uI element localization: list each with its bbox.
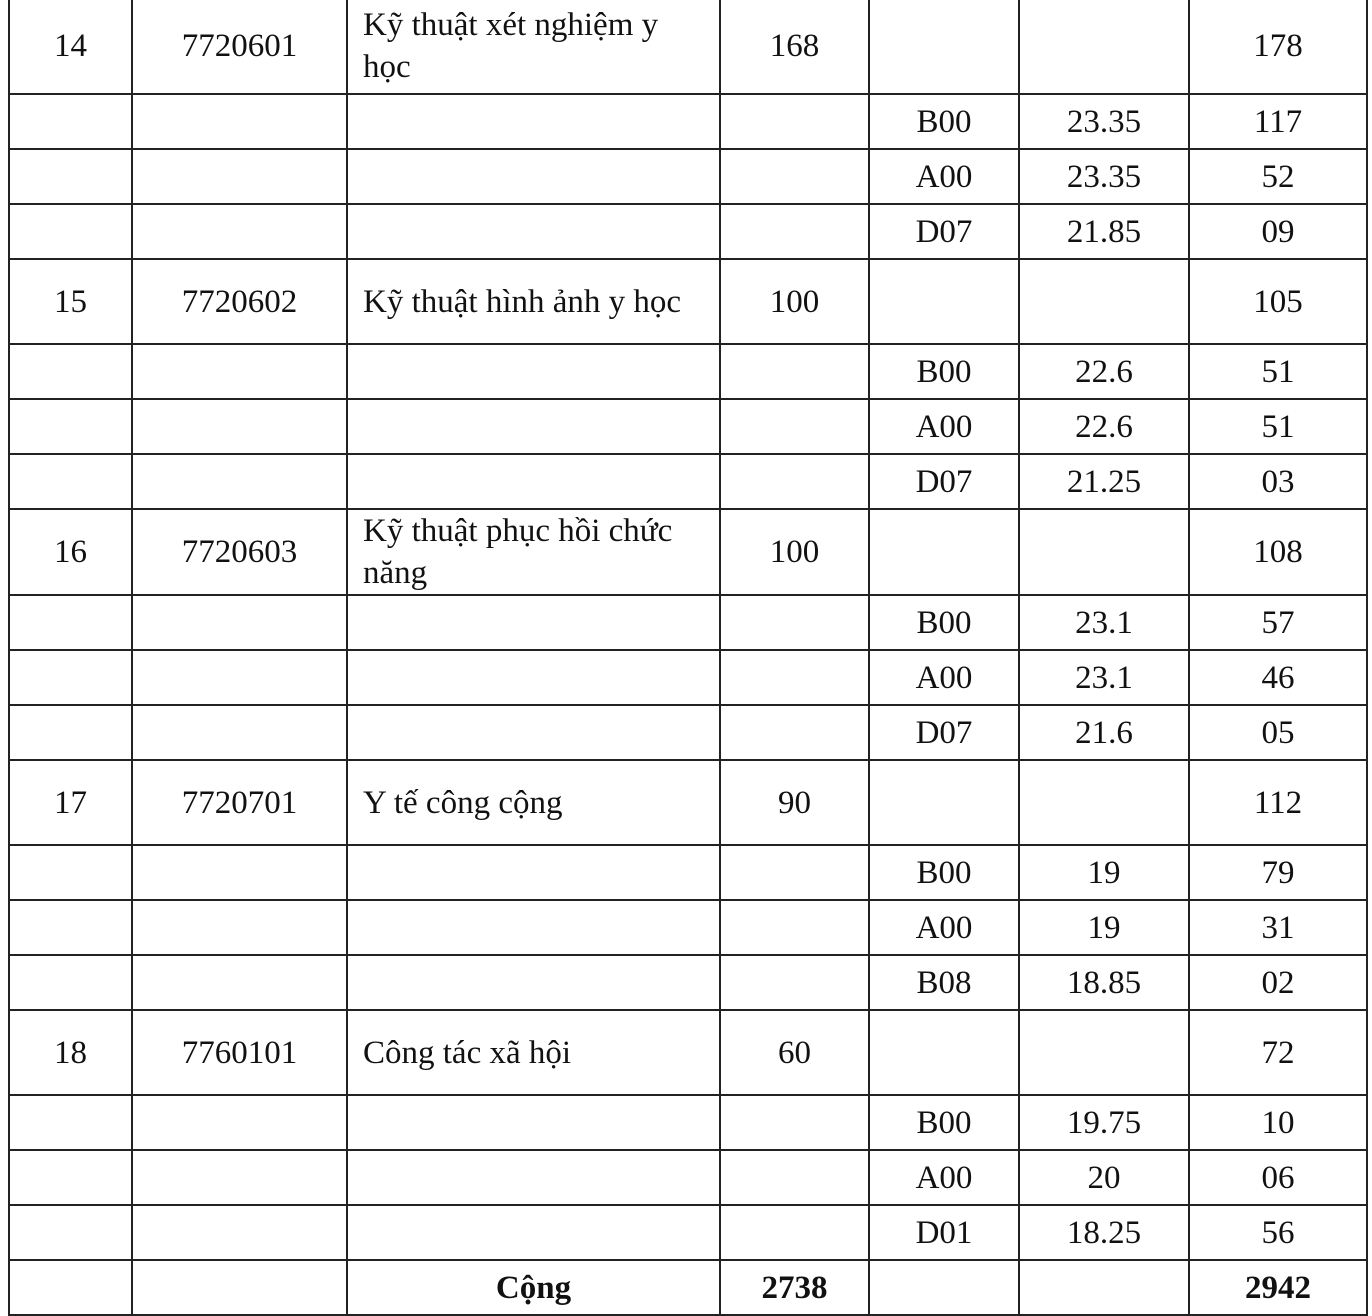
score-cell: 21.25	[1019, 454, 1189, 509]
count-cell: 112	[1189, 760, 1367, 845]
major-name-cell	[347, 1095, 720, 1150]
quota-cell	[720, 595, 869, 650]
count-cell: 117	[1189, 94, 1367, 149]
quota-cell	[720, 650, 869, 705]
stt-cell	[9, 900, 132, 955]
score-cell: 21.6	[1019, 705, 1189, 760]
subject-group-cell: D07	[869, 204, 1019, 259]
code-cell	[132, 399, 347, 454]
subject-group-cell: A00	[869, 149, 1019, 204]
code-cell	[132, 1205, 347, 1260]
stt-cell: 17	[9, 760, 132, 845]
score-cell	[1019, 509, 1189, 595]
score-cell: 22.6	[1019, 344, 1189, 399]
score-cell	[1019, 0, 1189, 94]
total-count: 2942	[1189, 1260, 1367, 1315]
count-cell: 31	[1189, 900, 1367, 955]
major-name-cell	[347, 399, 720, 454]
code-cell: 7720601	[132, 0, 347, 94]
subject-group-cell: D01	[869, 1205, 1019, 1260]
subject-group-cell: B00	[869, 595, 1019, 650]
table-row	[9, 1095, 1367, 1150]
subject-group-cell: B00	[869, 94, 1019, 149]
major-name-cell	[347, 344, 720, 399]
total-label: Cộng	[347, 1260, 720, 1315]
stt-cell	[9, 1095, 132, 1150]
subject-group-cell	[869, 760, 1019, 845]
quota-cell	[720, 1095, 869, 1150]
quota-cell	[720, 900, 869, 955]
code-cell	[132, 845, 347, 900]
stt-cell	[9, 650, 132, 705]
score-cell	[1019, 259, 1189, 344]
subject-group-cell: A00	[869, 1150, 1019, 1205]
quota-cell: 100	[720, 259, 869, 344]
total-code-cell	[132, 1260, 347, 1315]
code-cell: 7720602	[132, 259, 347, 344]
table-row	[9, 955, 1367, 1010]
score-cell: 21.85	[1019, 204, 1189, 259]
subject-group-cell: A00	[869, 900, 1019, 955]
stt-cell	[9, 399, 132, 454]
table-row	[9, 1205, 1367, 1260]
subject-group-cell	[869, 259, 1019, 344]
quota-cell	[720, 454, 869, 509]
score-cell: 22.6	[1019, 399, 1189, 454]
table-row	[9, 0, 1367, 94]
subject-group-cell	[869, 509, 1019, 595]
stt-cell: 15	[9, 259, 132, 344]
quota-cell: 60	[720, 1010, 869, 1095]
major-name-cell	[347, 454, 720, 509]
stt-cell	[9, 94, 132, 149]
code-cell	[132, 1095, 347, 1150]
stt-cell	[9, 1205, 132, 1260]
major-name-cell	[347, 845, 720, 900]
subject-group-cell	[869, 0, 1019, 94]
major-name-cell: Công tác xã hội	[347, 1010, 720, 1095]
quota-cell	[720, 1205, 869, 1260]
table-row	[9, 650, 1367, 705]
table-row	[9, 399, 1367, 454]
table-row	[9, 760, 1367, 845]
code-cell: 7720603	[132, 509, 347, 595]
stt-cell	[9, 1150, 132, 1205]
stt-cell	[9, 595, 132, 650]
code-cell	[132, 900, 347, 955]
code-cell	[132, 344, 347, 399]
stt-cell	[9, 149, 132, 204]
table-row	[9, 149, 1367, 204]
count-cell: 05	[1189, 705, 1367, 760]
table-row	[9, 1010, 1367, 1095]
total-stt-cell	[9, 1260, 132, 1315]
quota-cell	[720, 399, 869, 454]
major-name-cell	[347, 1150, 720, 1205]
score-cell	[1019, 760, 1189, 845]
count-cell: 09	[1189, 204, 1367, 259]
subject-group-cell: D07	[869, 454, 1019, 509]
code-cell: 7720701	[132, 760, 347, 845]
subject-group-cell: B00	[869, 845, 1019, 900]
code-cell: 7760101	[132, 1010, 347, 1095]
major-name-cell	[347, 595, 720, 650]
major-name-cell	[347, 94, 720, 149]
score-cell: 18.85	[1019, 955, 1189, 1010]
code-cell	[132, 595, 347, 650]
stt-cell	[9, 845, 132, 900]
count-cell: 72	[1189, 1010, 1367, 1095]
total-row	[9, 1260, 1367, 1315]
quota-cell	[720, 705, 869, 760]
count-cell: 02	[1189, 955, 1367, 1010]
code-cell	[132, 1150, 347, 1205]
major-name-cell	[347, 149, 720, 204]
major-name-cell	[347, 650, 720, 705]
major-name-cell: Kỹ thuật hình ảnh y học	[347, 259, 720, 344]
table-row	[9, 259, 1367, 344]
admission-table	[8, 0, 1368, 1316]
quota-cell	[720, 1150, 869, 1205]
count-cell: 46	[1189, 650, 1367, 705]
table-row	[9, 94, 1367, 149]
subject-group-cell: A00	[869, 650, 1019, 705]
count-cell: 52	[1189, 149, 1367, 204]
table-body	[9, 0, 1367, 1315]
code-cell	[132, 955, 347, 1010]
major-name-cell	[347, 1205, 720, 1260]
stt-cell: 18	[9, 1010, 132, 1095]
total-score-cell	[1019, 1260, 1189, 1315]
code-cell	[132, 204, 347, 259]
total-group-cell	[869, 1260, 1019, 1315]
table-row	[9, 595, 1367, 650]
table-row	[9, 454, 1367, 509]
subject-group-cell: D07	[869, 705, 1019, 760]
total-quota: 2738	[720, 1260, 869, 1315]
quota-cell: 100	[720, 509, 869, 595]
table-row	[9, 705, 1367, 760]
count-cell: 51	[1189, 344, 1367, 399]
code-cell	[132, 454, 347, 509]
major-name-cell	[347, 955, 720, 1010]
quota-cell	[720, 845, 869, 900]
quota-cell	[720, 344, 869, 399]
quota-cell: 90	[720, 760, 869, 845]
major-name-cell: Kỹ thuật xét nghiệm y học	[347, 0, 720, 94]
score-cell: 23.35	[1019, 149, 1189, 204]
score-cell: 23.1	[1019, 595, 1189, 650]
major-name-cell: Y tế công cộng	[347, 760, 720, 845]
table-row	[9, 900, 1367, 955]
score-cell: 23.1	[1019, 650, 1189, 705]
score-cell: 20	[1019, 1150, 1189, 1205]
quota-cell	[720, 204, 869, 259]
stt-cell	[9, 454, 132, 509]
score-cell: 18.25	[1019, 1205, 1189, 1260]
quota-cell	[720, 149, 869, 204]
count-cell: 108	[1189, 509, 1367, 595]
quota-cell: 168	[720, 0, 869, 94]
score-cell: 19.75	[1019, 1095, 1189, 1150]
count-cell: 105	[1189, 259, 1367, 344]
table-row	[9, 1150, 1367, 1205]
major-name-cell	[347, 204, 720, 259]
count-cell: 56	[1189, 1205, 1367, 1260]
stt-cell	[9, 705, 132, 760]
code-cell	[132, 650, 347, 705]
table-row	[9, 845, 1367, 900]
code-cell	[132, 149, 347, 204]
quota-cell	[720, 94, 869, 149]
score-cell: 19	[1019, 845, 1189, 900]
count-cell: 57	[1189, 595, 1367, 650]
count-cell: 51	[1189, 399, 1367, 454]
stt-cell	[9, 955, 132, 1010]
subject-group-cell: A00	[869, 399, 1019, 454]
subject-group-cell: B00	[869, 344, 1019, 399]
subject-group-cell	[869, 1010, 1019, 1095]
table-row	[9, 204, 1367, 259]
count-cell: 10	[1189, 1095, 1367, 1150]
code-cell	[132, 705, 347, 760]
count-cell: 06	[1189, 1150, 1367, 1205]
count-cell: 03	[1189, 454, 1367, 509]
stt-cell	[9, 204, 132, 259]
table-row	[9, 344, 1367, 399]
code-cell	[132, 94, 347, 149]
stt-cell: 16	[9, 509, 132, 595]
score-cell: 23.35	[1019, 94, 1189, 149]
score-cell	[1019, 1010, 1189, 1095]
table-row	[9, 509, 1367, 595]
quota-cell	[720, 955, 869, 1010]
stt-cell: 14	[9, 0, 132, 94]
major-name-cell	[347, 900, 720, 955]
major-name-cell	[347, 705, 720, 760]
subject-group-cell: B08	[869, 955, 1019, 1010]
stt-cell	[9, 344, 132, 399]
major-name-cell: Kỹ thuật phục hồi chức năng	[347, 509, 720, 595]
count-cell: 79	[1189, 845, 1367, 900]
score-cell: 19	[1019, 900, 1189, 955]
subject-group-cell: B00	[869, 1095, 1019, 1150]
count-cell: 178	[1189, 0, 1367, 94]
